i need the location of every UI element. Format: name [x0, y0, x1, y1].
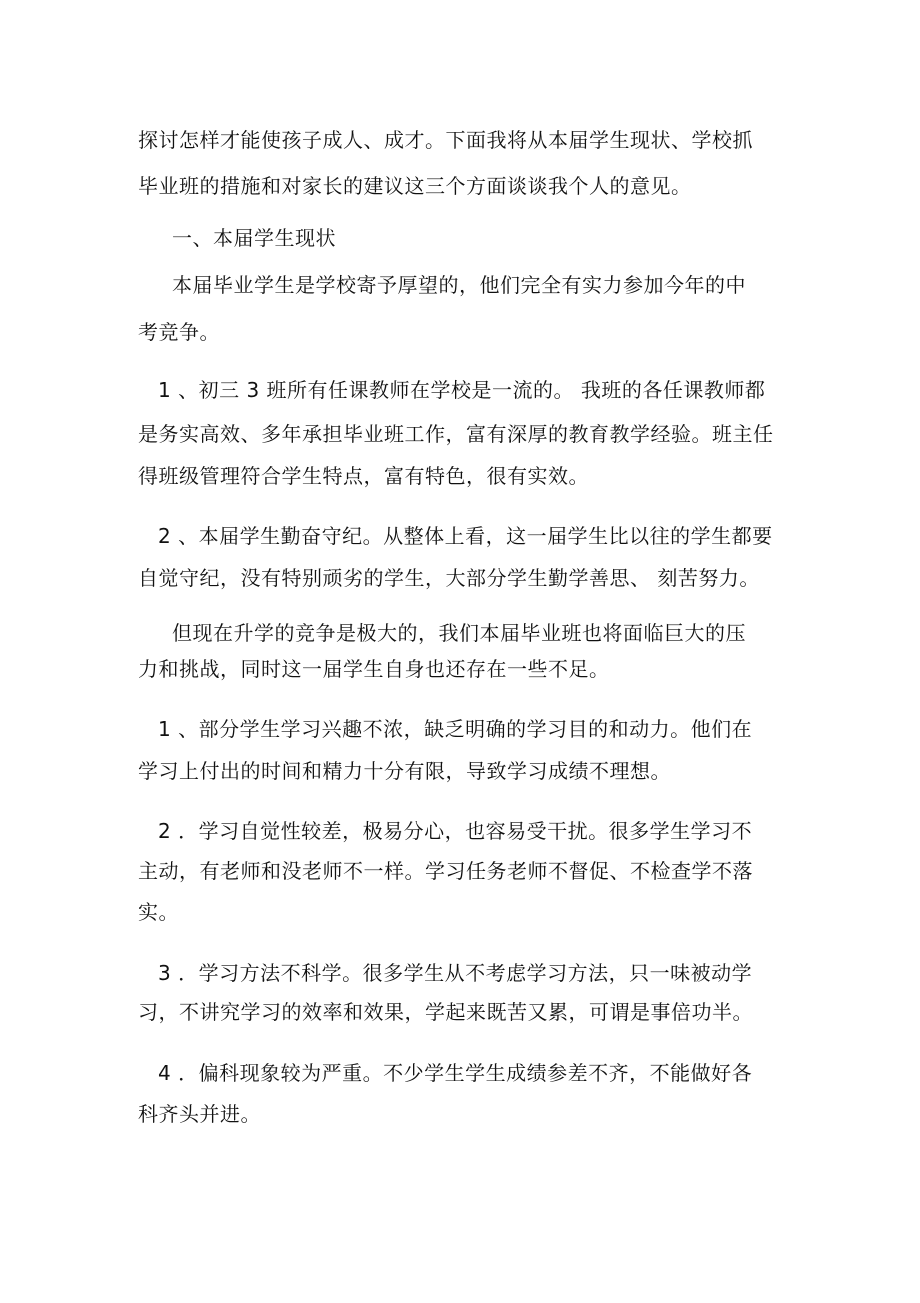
text-line: 主动，有老师和没老师不一样。学习任务老师不督促、不检查学不落	[138, 859, 753, 883]
text-line: 探讨怎样才能使孩子成人、成才。下面我将从本届学生现状、学校抓	[138, 128, 753, 152]
text-line: 本届毕业学生是学校寄予厚望的，他们完全有实力参加今年的中	[172, 273, 746, 297]
list-item-line: 1 、初三 3 班所有任课教师在学校是一流的。 我班的各任课教师都	[158, 378, 766, 402]
text-line: 是务实高效、多年承担毕业班工作，富有深厚的教育教学经验。班主任	[138, 422, 774, 446]
text-line: 习，不讲究学习的效率和效果，学起来既苦又累，可谓是事倍功半。	[138, 1000, 753, 1024]
text-line: 但现在升学的竞争是极大的，我们本届毕业班也将面临巨大的压	[172, 621, 746, 645]
section-heading: 一、本届学生现状	[172, 226, 336, 250]
text-line: 科齐头并进。	[138, 1102, 261, 1126]
text-line: 实。	[138, 900, 179, 924]
list-item-line: 4 ．偏科现象较为严重。不少学生学生成绩参差不齐，不能做好各	[158, 1061, 753, 1085]
text-line: 毕业班的措施和对家长的建议这三个方面谈谈我个人的意见。	[138, 174, 692, 198]
text-line: 学习上付出的时间和精力十分有限，导致学习成绩不理想。	[138, 759, 671, 783]
list-item-line: 1 、部分学生学习兴趣不浓，缺乏明确的学习目的和动力。他们在	[158, 717, 753, 741]
list-item-line: 2 、本届学生勤奋守纪。从整体上看，这一届学生比以往的学生都要	[158, 524, 773, 548]
text-line: 自觉守纪，没有特别顽劣的学生，大部分学生勤学善思、 刻苦努力。	[138, 566, 760, 590]
text-line: 得班级管理符合学生特点，富有特色，很有实效。	[138, 464, 589, 488]
text-line: 力和挑战，同时这一届学生自身也还存在一些不足。	[138, 657, 610, 681]
list-item-line: 3 ．学习方法不科学。很多学生从不考虑学习方法，只一味被动学	[158, 961, 753, 985]
text-line: 考竞争。	[138, 320, 220, 344]
list-item-line: 2 ．学习自觉性较差，极易分心，也容易受干扰。很多学生学习不	[158, 819, 753, 843]
